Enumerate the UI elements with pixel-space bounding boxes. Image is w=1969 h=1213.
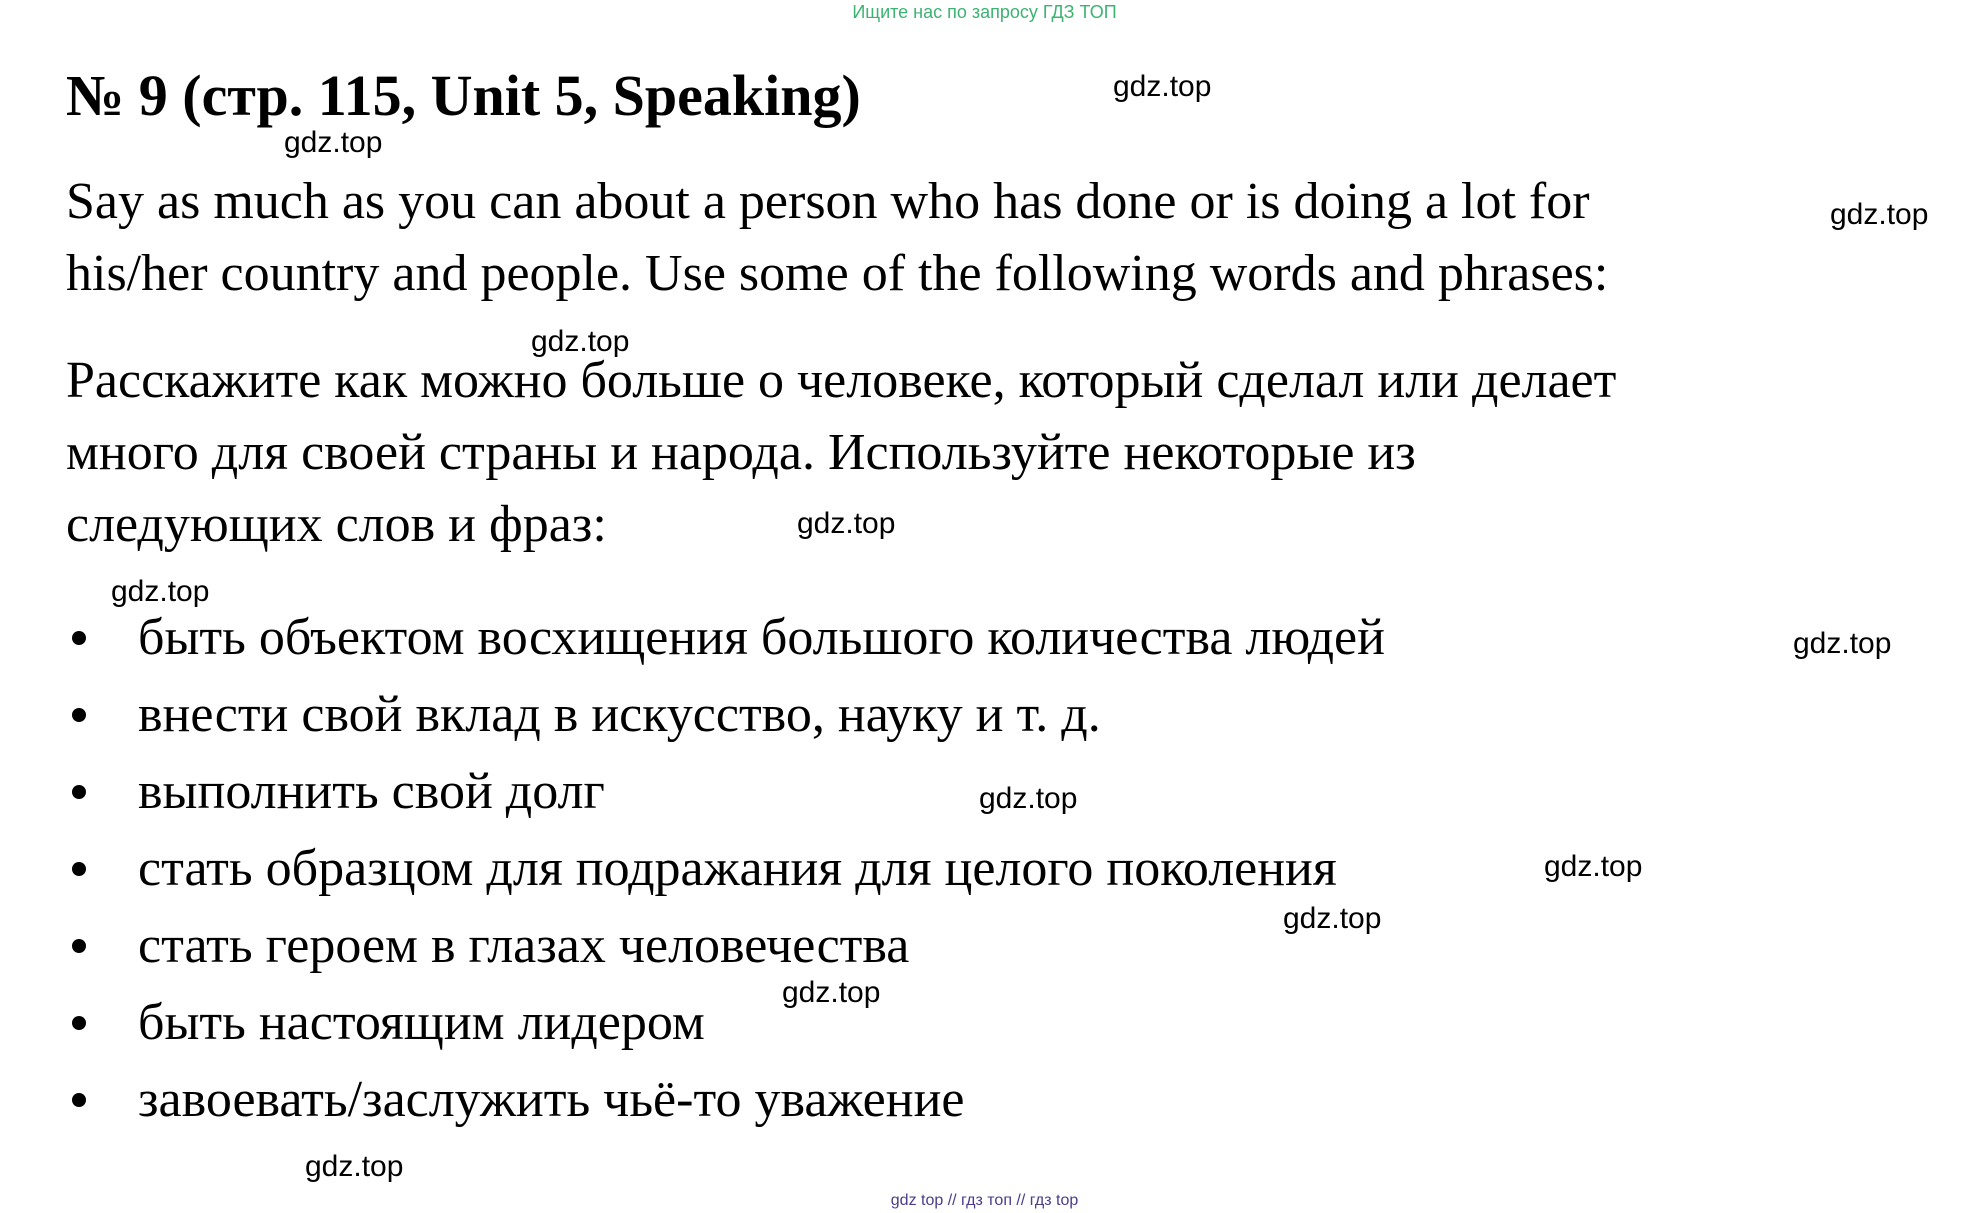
- watermark: gdz.top: [1113, 70, 1212, 103]
- watermark: gdz.top: [284, 126, 383, 159]
- phrase-text: стать образцом для подражания для целого поколения: [138, 840, 1337, 897]
- task-en-line-1: Say as much as you can about a person who has done or is doing a lot for: [66, 173, 1590, 230]
- watermark: gdz.top: [797, 507, 896, 540]
- phrase-item: [66, 763, 605, 820]
- task-en-line-2: his/her country and people. Use some of the following words and phrases:: [66, 245, 1609, 302]
- phrase-item: [66, 1071, 965, 1128]
- phrase-text: быть настоящим лидером: [138, 994, 705, 1051]
- watermark: gdz.top: [1544, 850, 1643, 883]
- bullet-icon: [72, 631, 86, 645]
- bullet-icon: [72, 708, 86, 722]
- phrase-text: внести свой вклад в искусство, науку и т. д.: [138, 686, 1101, 743]
- watermark: gdz.top: [1793, 627, 1892, 660]
- watermark: gdz.top: [1830, 198, 1929, 231]
- phrase-item: [66, 994, 705, 1051]
- phrase-text: стать героем в глазах человечества: [138, 917, 910, 974]
- phrase-text: завоевать/заслужить чьё-то уважение: [138, 1071, 965, 1128]
- bullet-icon: [72, 939, 86, 953]
- bullet-icon: [72, 862, 86, 876]
- task-ru-line-1: Расскажите как можно больше о человеке, который сделал или делает: [66, 352, 1617, 409]
- phrase-text: быть объектом восхищения большого количества людей: [138, 609, 1385, 666]
- watermark: gdz.top: [1283, 902, 1382, 935]
- exercise-title: № 9 (стр. 115, Unit 5, Speaking): [66, 63, 861, 128]
- watermark: gdz.top: [979, 782, 1078, 815]
- watermark: gdz.top: [782, 976, 881, 1009]
- bullet-icon: [72, 1093, 86, 1107]
- phrase-item: [66, 917, 910, 974]
- bullet-icon: [72, 1016, 86, 1030]
- watermark: gdz.top: [111, 575, 210, 608]
- bullet-icon: [72, 785, 86, 799]
- phrase-item: [66, 609, 1385, 666]
- task-ru-line-3: следующих слов и фраз:: [66, 496, 607, 553]
- watermark: gdz.top: [305, 1150, 404, 1183]
- top-banner: Ищите нас по запросу ГДЗ ТОП: [852, 2, 1117, 22]
- footer-text: gdz top // гдз топ // гдз top: [890, 1192, 1079, 1209]
- phrase-item: [66, 686, 1101, 743]
- phrase-text: выполнить свой долг: [138, 763, 605, 820]
- watermark: gdz.top: [531, 325, 630, 358]
- phrase-item: [66, 840, 1337, 897]
- task-ru-line-2: много для своей страны и народа. Используйте некоторые из: [66, 424, 1416, 481]
